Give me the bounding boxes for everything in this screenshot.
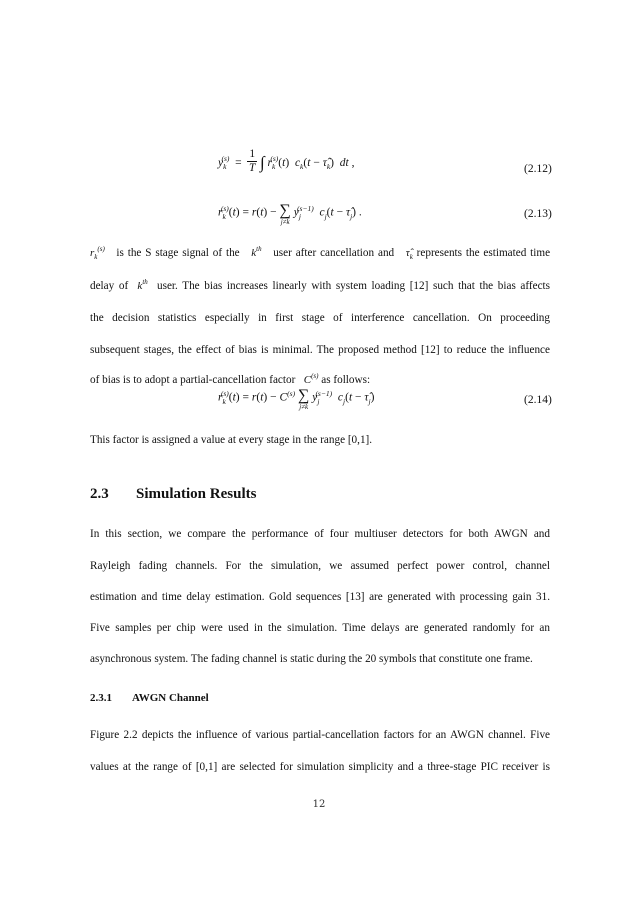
- subsection-title: AWGN Channel: [132, 692, 209, 704]
- page-number: 12: [312, 799, 326, 810]
- paragraph-line: Figure 2.2 depicts the influence of various partial-cancellation factors for an AWGN channel. Five: [90, 729, 550, 741]
- paragraph-line: of bias is to adopt a partial-cancellation factor $C^{(s)}$ as follows:: [90, 372, 371, 386]
- paragraph-line: $r_k^{(s)}$ is the S stage signal of the $k^{th}$ user after cancellation and $\taû_k$ represents the estimated time: [90, 245, 551, 261]
- inline-math-r: $r_k^{(s)}$: [90, 245, 105, 261]
- equation-number-2-14: (2.14): [524, 394, 552, 406]
- paragraph-line: values at the range of [0,1] are selected for simulation simplicity and a three-stage PIC receiver is: [90, 761, 550, 773]
- inline-math-C: $C^{(s)}$: [303, 372, 319, 386]
- paragraph-line: asynchronous system. The fading channel is static during the 20 symbols that constitute one frame.: [90, 653, 533, 665]
- equation-2-12: $y_k^{(s)}$ = $\frac{1}{T}$ ∫ $r_k^{(s)}(t) c_k(t$ − $\taû_k$) dt ,: [218, 148, 355, 174]
- subsection-number: 2.3.1: [90, 692, 112, 704]
- equation-2-13: $r_k^{(s)}(t) = r(t)$ − ∑ j≠k $y_j^{(s-1)}$ $c_j(t$ − $\taû_j$) .: [218, 202, 362, 226]
- equation-number-2-12: (2.12): [524, 163, 552, 175]
- inline-math-k: $k^{th}$: [251, 245, 262, 259]
- inline-math-k: $k^{th}$: [137, 278, 148, 292]
- paragraph-line: delay of $k^{th}$ user. The bias increases linearly with system loading [12] such that the bias affects: [90, 278, 551, 292]
- section-heading: [90, 486, 256, 503]
- subsection-heading: [90, 692, 209, 704]
- paragraph-line: Rayleigh fading channels. For the simulation, we assumed perfect power control, channel: [90, 560, 550, 572]
- paragraph-line: subsequent stages, the effect of bias is minimal. The proposed method [12] to reduce the influence: [90, 344, 550, 356]
- section-title: Simulation Results: [136, 486, 257, 502]
- paragraph-line: Five samples per chip were used in the simulation. Time delays are generated randomly for an: [90, 622, 550, 634]
- equation-2-14: $r_k^{(s)}(t) = r(t) - C^{(s)}$ ∑ j≠k $y_j^{(s-1)}$ $c_j(t$ − $\taû_j$): [218, 387, 375, 411]
- paragraph-line: This factor is assigned a value at every stage in the range [0,1].: [90, 434, 373, 446]
- equation-number-2-13: (2.13): [524, 208, 552, 220]
- paragraph-line: estimation and time delay estimation. Gold sequences [13] are generated with processing gain 31.: [90, 591, 550, 603]
- paragraph-line: the decision statistics especially in first stage of interference cancellation. On proceeding: [90, 312, 550, 324]
- paragraph-line: In this section, we compare the performance of four multiuser detectors for both AWGN and: [90, 528, 550, 540]
- inline-math-tau: $\taû_k$: [405, 247, 413, 261]
- section-number: 2.3: [90, 486, 109, 502]
